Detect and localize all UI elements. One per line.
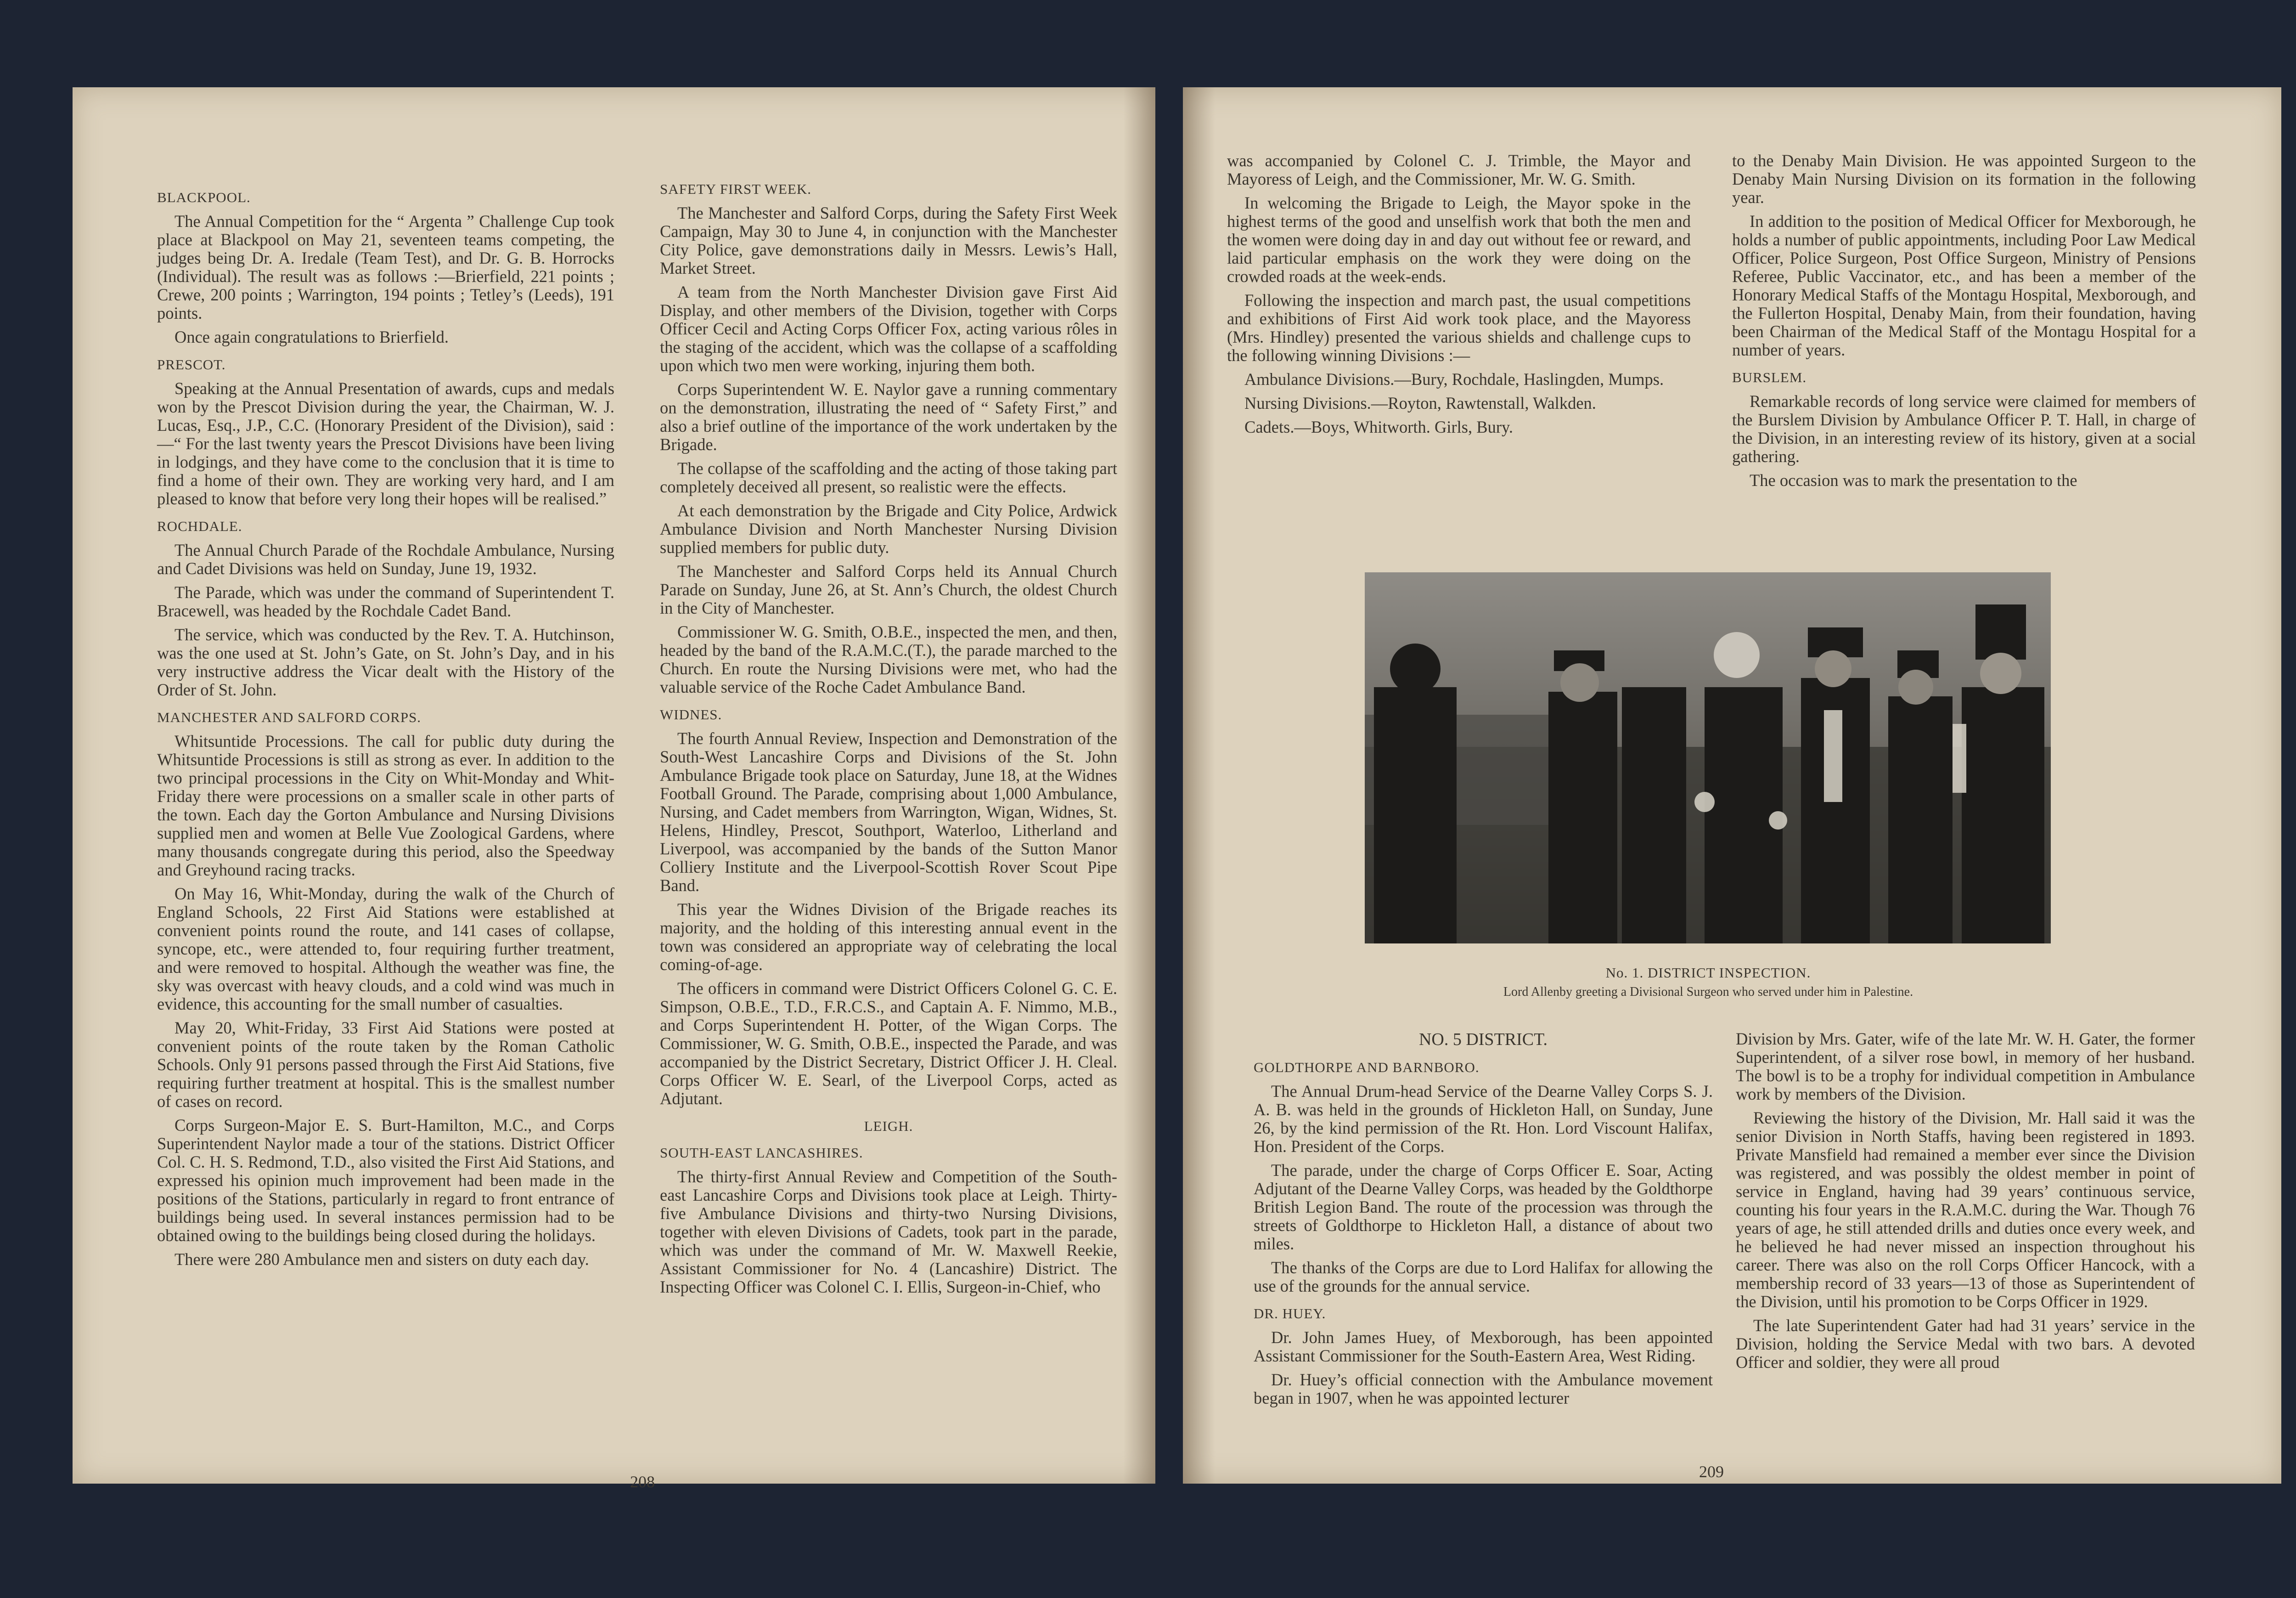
paragraph: to the Denaby Main Division. He was appointed Surgeon to the Denaby Main Nursing Division on its formation in the following year. [1732, 151, 2196, 207]
paragraph: At each demonstration by the Brigade and City Police, Ardwick Ambulance Division and North Manchester Nursing Division supplied members for public duty. [660, 501, 1117, 557]
right-column-2-top [1732, 152, 2196, 495]
section-heading: PRESCOT. [157, 356, 226, 373]
section-heading: GOLDTHORPE AND BARNBORO. [1254, 1059, 1480, 1075]
page-number-left: 208 [630, 1473, 655, 1491]
section-heading: MANCHESTER AND SALFORD CORPS. [157, 709, 422, 725]
section-heading: WIDNES. [660, 706, 722, 723]
paragraph: In welcoming the Brigade to Leigh, the Mayor spoke in the highest terms of the good and unselfish work that both the men and the women were doing day in and day out without fee or reward, and laid particular emphasis on the work they were doing on the crowded roads at the week-ends. [1227, 193, 1691, 286]
paragraph: Once again congratulations to Brierfield. [174, 328, 449, 346]
paragraph: The Manchester and Salford Corps held its Annual Church Parade on Sunday, June 26, at St. Ann’s Church, the oldest Church in the City of Manchester. [660, 562, 1117, 617]
paragraph: Remarkable records of long service were claimed for members of the Burslem Division by Ambulance Officer P. T. Hall, in charge of the Division, in an interesting review of its history, given at a social gathering. [1732, 392, 2196, 466]
right-column-1-top [1227, 152, 1691, 442]
paragraph: Dr. Huey’s official connection with the Ambulance movement began in 1907, when he was appointed lecturer [1254, 1370, 1713, 1407]
paragraph: Reviewing the history of the Division, Mr. Hall said it was the senior Division in North Staffs, having been registered in 1893. Private Mansfield had remained a member ever since the Division was registered, and was possibly the oldest member in point of service in England, having had 39 years’ continuous service, counting his four years in the R.A.M.C. during the War. Though 76 years of age, he still attended drills and duties once every week, and he believed he had never missed an inspection throughout his career. There was also on the roll Corps Officer Hancock, with a membership record of 33 years—13 of those as Superintendent of the Division, until his promotion to be Corps Officer in 1929. [1736, 1108, 2195, 1311]
paragraph: Cadets.—Boys, Whitworth. Girls, Bury. [1244, 418, 1513, 436]
right-column-1-bottom [1254, 1030, 1713, 1413]
inspection-photo [1365, 572, 2051, 943]
paragraph: The parade, under the charge of Corps Officer E. Soar, Acting Adjutant of the Dearne Valley Corps, was headed by the Goldthorpe British Legion Band. The route of the procession was through the streets of Goldthorpe to Hickleton Hall, a distance of about two miles. [1254, 1161, 1713, 1253]
right-column-2-bottom [1736, 1030, 2195, 1377]
page-number-right: 209 [1699, 1462, 1724, 1481]
paragraph: Corps Surgeon-Major E. S. Burt-Hamilton, M.C., and Corps Superintendent Naylor made a tour of the stations. District Officer Col. C. H. S. Redmond, T.D., also visited the First Aid Stations, and expressed his opinion much improvement had been made in the positions of the Stations, particularly in regard to front entrance of buildings being used. In several instances permission had to be obtained owing to the buildings being closed during the holidays. [157, 1116, 614, 1245]
paragraph: There were 280 Ambulance men and sisters on duty each day. [174, 1250, 589, 1269]
left-column-2 [660, 171, 1117, 1302]
paragraph: The Manchester and Salford Corps, during the Safety First Week Campaign, May 30 to June 4, in conjunction with the Manchester City Police, gave demonstrations daily in Messrs. Lewis’s Hall, Market Street. [660, 203, 1117, 277]
paragraph: Corps Superintendent W. E. Naylor gave a running commentary on the demonstration, illustrating the need of “ Safety First,” and also a brief outline of the importance of the work undertaken by the Brigade. [660, 380, 1117, 454]
paragraph: The thanks of the Corps are due to Lord Halifax for allowing the use of the grounds for the annual service. [1254, 1258, 1713, 1295]
inspection-photo-image [1365, 572, 2051, 943]
section-heading: LEIGH. [864, 1118, 913, 1134]
paragraph: On May 16, Whit-Monday, during the walk of the Church of England Schools, 22 First Aid Stations were established at convenient points round the route, and 141 cases of collapse, syncope, etc., were attended to, four requiring further treatment, and were removed to hospital. Although the weather was fine, the sky was overcast with heavy clouds, and a cold wind was much in evidence, this accounting for the small number of casualties. [157, 884, 614, 1013]
gutter-shadow [1183, 87, 1215, 1484]
left-column-1 [157, 179, 614, 1274]
gutter-shadow [1123, 87, 1155, 1484]
paragraph: The thirty-first Annual Review and Competition of the South-east Lancashire Corps and Divisions took place at Leigh. Thirty-five Ambulance Divisions and thirty-two Nursing Divisions, together with eleven Divisions of Cadets, took part in the parade, which was under the command of Mr. W. Maxwell Reekie, Assistant Commissioner for No. 4 (Lancashire) District. The Inspecting Officer was Colonel C. I. Ellis, Surgeon-in-Chief, who [660, 1167, 1117, 1296]
section-heading: SAFETY FIRST WEEK. [660, 181, 812, 197]
paragraph: This year the Widnes Division of the Brigade reaches its majority, and the holding of this interesting annual event in the town was considered an appropriate way of celebrating the local coming-of-age. [660, 900, 1117, 974]
paragraph: A team from the North Manchester Division gave First Aid Display, and other members of the Division, together with Corps Officer Cecil and Acting Corps Officer Fox, acting various rôles in the staging of the accident, which was the collapse of a scaffolding upon which two men were working, injuring them both. [660, 282, 1117, 375]
paragraph: May 20, Whit-Friday, 33 First Aid Stations were posted at convenient points of the route taken by the Roman Catholic Schools. Only 91 persons passed through the First Aid Stations, five requiring further treatment at hospital. This is the smallest number of cases on record. [157, 1018, 614, 1111]
paragraph: Following the inspection and march past, the usual competitions and exhibitions of First Aid work took place, and the Mayoress (Mrs. Hindley) presented the various shields and challenge cups to the following winning Divisions :— [1227, 291, 1691, 365]
photo-caption-subtitle: Lord Allenby greeting a Divisional Surgeon who served under him in Palestine. [1503, 985, 1913, 999]
section-heading: ROCHDALE. [157, 518, 242, 534]
paragraph: In addition to the position of Medical Officer for Mexborough, he holds a number of public appointments, including Poor Law Medical Officer, Police Surgeon, Post Office Surgeon, Ministry of Pensions Referee, Public Vaccinator, etc., and has been a member of the Honorary Medical Staffs of the Montagu Hospital, Mexborough, and the Fullerton Hospital, Denaby Main, from their foundation, having been Chairman of the Medical Staff of the Montagu Hospital for a number of years. [1732, 212, 2196, 359]
section-heading: DR. HUEY. [1254, 1305, 1326, 1321]
paragraph: Dr. John James Huey, of Mexborough, has been appointed Assistant Commissioner for the South-Eastern Area, West Riding. [1254, 1328, 1713, 1365]
paragraph: Whitsuntide Processions. The call for public duty during the Whitsuntide Processions is still as strong as ever. In addition to the two principal processions in the City on Whit-Monday and Whit-Friday there were processions on a smaller scale in other parts of the town. Each day the Gorton Ambulance and Nursing Divisions supplied men and women at Belle Vue Zoological Gardens, where many thousands congregate during this period, also the Speedway and Greyhound racing tracks. [157, 732, 614, 879]
paragraph: The late Superintendent Gater had had 31 years’ service in the Division, holding the Service Medal with two bars. A devoted Officer and soldier, they were all proud [1736, 1316, 2195, 1372]
paragraph: The officers in command were District Officers Colonel G. C. E. Simpson, O.B.E., T.D., F.R.C.S., and Captain A. F. Nimmo, M.B., and Corps Superintendent H. Potter, of the Wigan Corps. The Commissioner, W. G. Smith, O.B.E., inspected the Parade, and was accompanied by the District Secretary, District Officer J. H. Cleal. Corps Officer W. E. Searl, of the Liverpool Corps, acted as Adjutant. [660, 979, 1117, 1108]
paragraph: The service, which was conducted by the Rev. T. A. Hutchinson, was the one used at St. John’s Gate, on St. John’s Day, and in his very instructive address the Vicar dealt with the History of the Order of St. John. [157, 625, 614, 699]
section-heading: BLACKPOOL. [157, 189, 251, 205]
paragraph: The collapse of the scaffolding and the acting of those taking part completely deceived all present, so realistic were the effects. [660, 459, 1117, 496]
paragraph: The Annual Competition for the “ Argenta ” Challenge Cup took place at Blackpool on May 21, seventeen teams competing, the judges being Dr. A. Iredale (Team Test), and Dr. G. B. Horrocks (Individual). The result was as follows :—Brierfield, 221 points ; Crewe, 200 points ; Warrington, 194 points ; Tetley’s (Leeds), 191 points. [157, 212, 614, 322]
section-heading: SOUTH-EAST LANCASHIRES. [660, 1145, 863, 1161]
paragraph: Speaking at the Annual Presentation of awards, cups and medals won by the Prescot Division during the year, the Chairman, W. J. Lucas, Esq., J.P., C.C. (Honorary President of the Division), said :—“ For the last twenty years the Prescot Divisions have been living in lodgings, and they have come to the conclusion that it is time to find a home of their own. They are working very hard, and I am pleased to know that before very long their hopes will be realised.” [157, 379, 614, 508]
paragraph: was accompanied by Colonel C. J. Trimble, the Mayor and Mayoress of Leigh, and the Commissioner, Mr. W. G. Smith. [1227, 151, 1691, 188]
paragraph: The Annual Drum-head Service of the Dearne Valley Corps S. J. A. B. was held in the grounds of Hickleton Hall, on Sunday, June 26, by the kind permission of the Rt. Hon. Lord Viscount Halifax, Hon. President of the Corps. [1254, 1082, 1713, 1156]
district-title: NO. 5 DISTRICT. [1418, 1030, 1548, 1049]
paragraph: The fourth Annual Review, Inspection and Demonstration of the South-West Lancashire Corps and Divisions of the St. John Ambulance Brigade took place on Saturday, June 18, at the Widnes Football Ground. The Parade, comprising about 1,000 Ambulance, Nursing, and Cadet members from Warrington, Wigan, Widnes, St. Helens, Hindley, Prescot, Southport, Waterloo, Litherland and Liverpool, was accompanied by the bands of the Sutton Manor Colliery Institute and the Liverpool-Scottish Rover Scout Pipe Band. [660, 729, 1117, 895]
paragraph: Commissioner W. G. Smith, O.B.E., inspected the men, and then, headed by the band of the R.A.M.C.(T.), the parade marched to the Church. En route the Nursing Divisions were met, who had the valuable service of the Roche Cadet Ambulance Band. [660, 622, 1117, 696]
paragraph: The Annual Church Parade of the Rochdale Ambulance, Nursing and Cadet Divisions was held on Sunday, June 19, 1932. [157, 541, 614, 578]
paragraph: The occasion was to mark the presentation to the [1750, 471, 2077, 490]
paragraph: Ambulance Divisions.—Bury, Rochdale, Haslingden, Mumps. [1244, 370, 1664, 389]
paragraph: The Parade, which was under the command of Superintendent T. Bracewell, was headed by the Rochdale Cadet Band. [157, 583, 614, 620]
photo-caption-title: No. 1. DISTRICT INSPECTION. [1605, 965, 1811, 981]
section-heading: BURSLEM. [1732, 369, 1807, 385]
paragraph: Nursing Divisions.—Royton, Rawtenstall, Walkden. [1244, 394, 1596, 412]
paragraph: Division by Mrs. Gater, wife of the late Mr. W. H. Gater, the former Superintendent, of a silver rose bowl, in memory of her husband. The bowl is to be a trophy for individual competition in Ambulance work by members of the Division. [1736, 1029, 2195, 1103]
